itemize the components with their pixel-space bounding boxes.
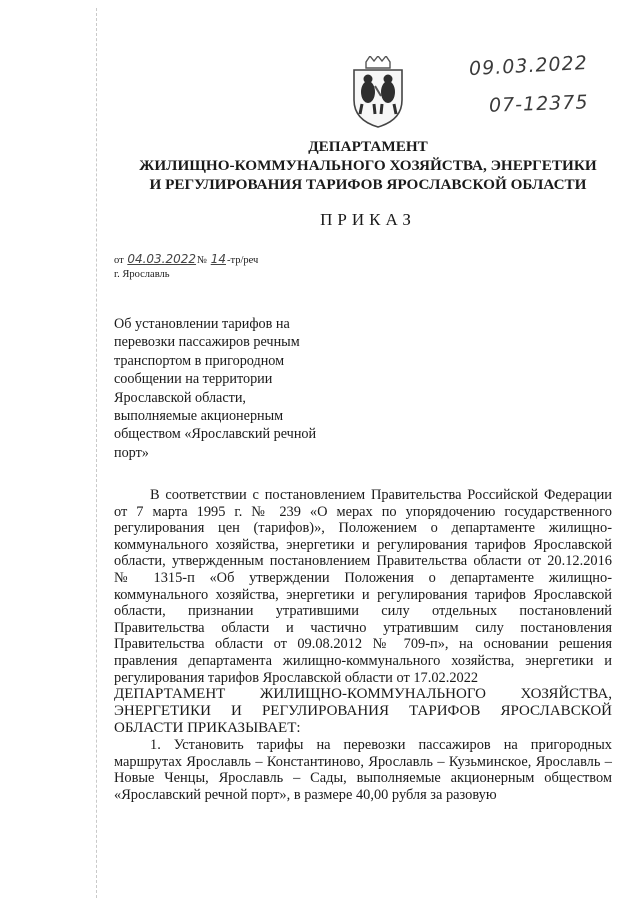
order-suffix: -тр/реч (226, 255, 259, 266)
order-subject: Об установлении тарифов на перевозки пассажиров речным транспортом в пригородном сообщении на территории Ярославской области, выполняемые акционерным обществом «Ярославский речной порт» (114, 316, 317, 461)
margin-stitch-line (96, 8, 97, 898)
department-header-line: ДЕПАРТАМЕНТ (308, 138, 428, 155)
order-number-sign: № (197, 255, 208, 266)
directive-paragraph: ДЕПАРТАМЕНТ ЖИЛИЩНО-КОММУНАЛЬНОГО ХОЗЯЙСТВА, ЭНЕРГЕТИКИ И РЕГУЛИРОВАНИЯ ТАРИФОВ ЯРОСЛАВСКОЙ ОБЛАСТИ ПРИКАЗЫВАЕТ: (114, 686, 612, 737)
clause-1-paragraph: 1. Установить тарифы на перевозки пассажиров на пригородных маршрутах Ярославль – Константиново, Ярославль – Кузьминское, Ярославль – Новые Ченцы, Ярославль – Сады, выполняемые акционерным обществом «Ярославский речной порт», в размере 40,00 рубля за разовую (114, 737, 612, 803)
order-date: 04.03.2022 (127, 252, 197, 266)
order-city: г. Ярославль (114, 269, 170, 280)
document-title: ПРИКАЗ (320, 210, 416, 229)
order-body (114, 487, 612, 804)
department-header (112, 137, 624, 194)
registration-stamp-date: 09.03.2022 (468, 51, 589, 81)
preamble-paragraph: В соответствии с постановлением Правительства Российской Федерации от 7 марта 1995 г. № 239 «О мерах по упорядочению государственного регулирования цен (тарифов)», Положением о департаменте жилищно-коммунального хозяйства, энергетики и регулирования тарифов Ярославской области, утвержденным постановлением Правительства области от 20.12.2016 № 1315-п «Об утверждении Положения о департаменте жилищно-коммунального хозяйства, энергетики и регулирования тарифов Ярославской области, признании утратившими силу отдельных постановлений Правительства области и частично утратившим силу постановления Правительства области от 09.08.2012 № 709-п», на основании решения правления департамента жилищно-коммунального хозяйства, энергетики и регулирования тарифов Ярославской области от 17.02.2022 (114, 487, 612, 686)
order-reference (114, 252, 258, 282)
department-header-line: ЖИЛИЩНО-КОММУНАЛЬНОГО ХОЗЯЙСТВА, ЭНЕРГЕТИКИ (139, 157, 597, 174)
department-header-line: И РЕГУЛИРОВАНИЯ ТАРИФОВ ЯРОСЛАВСКОЙ ОБЛАСТИ (149, 176, 587, 193)
order-number: 14 (210, 252, 226, 266)
order-prefix: от (114, 255, 124, 266)
yaroslavl-coat-of-arms-icon (348, 56, 408, 128)
registration-stamp-number: 07-12375 (488, 91, 589, 117)
